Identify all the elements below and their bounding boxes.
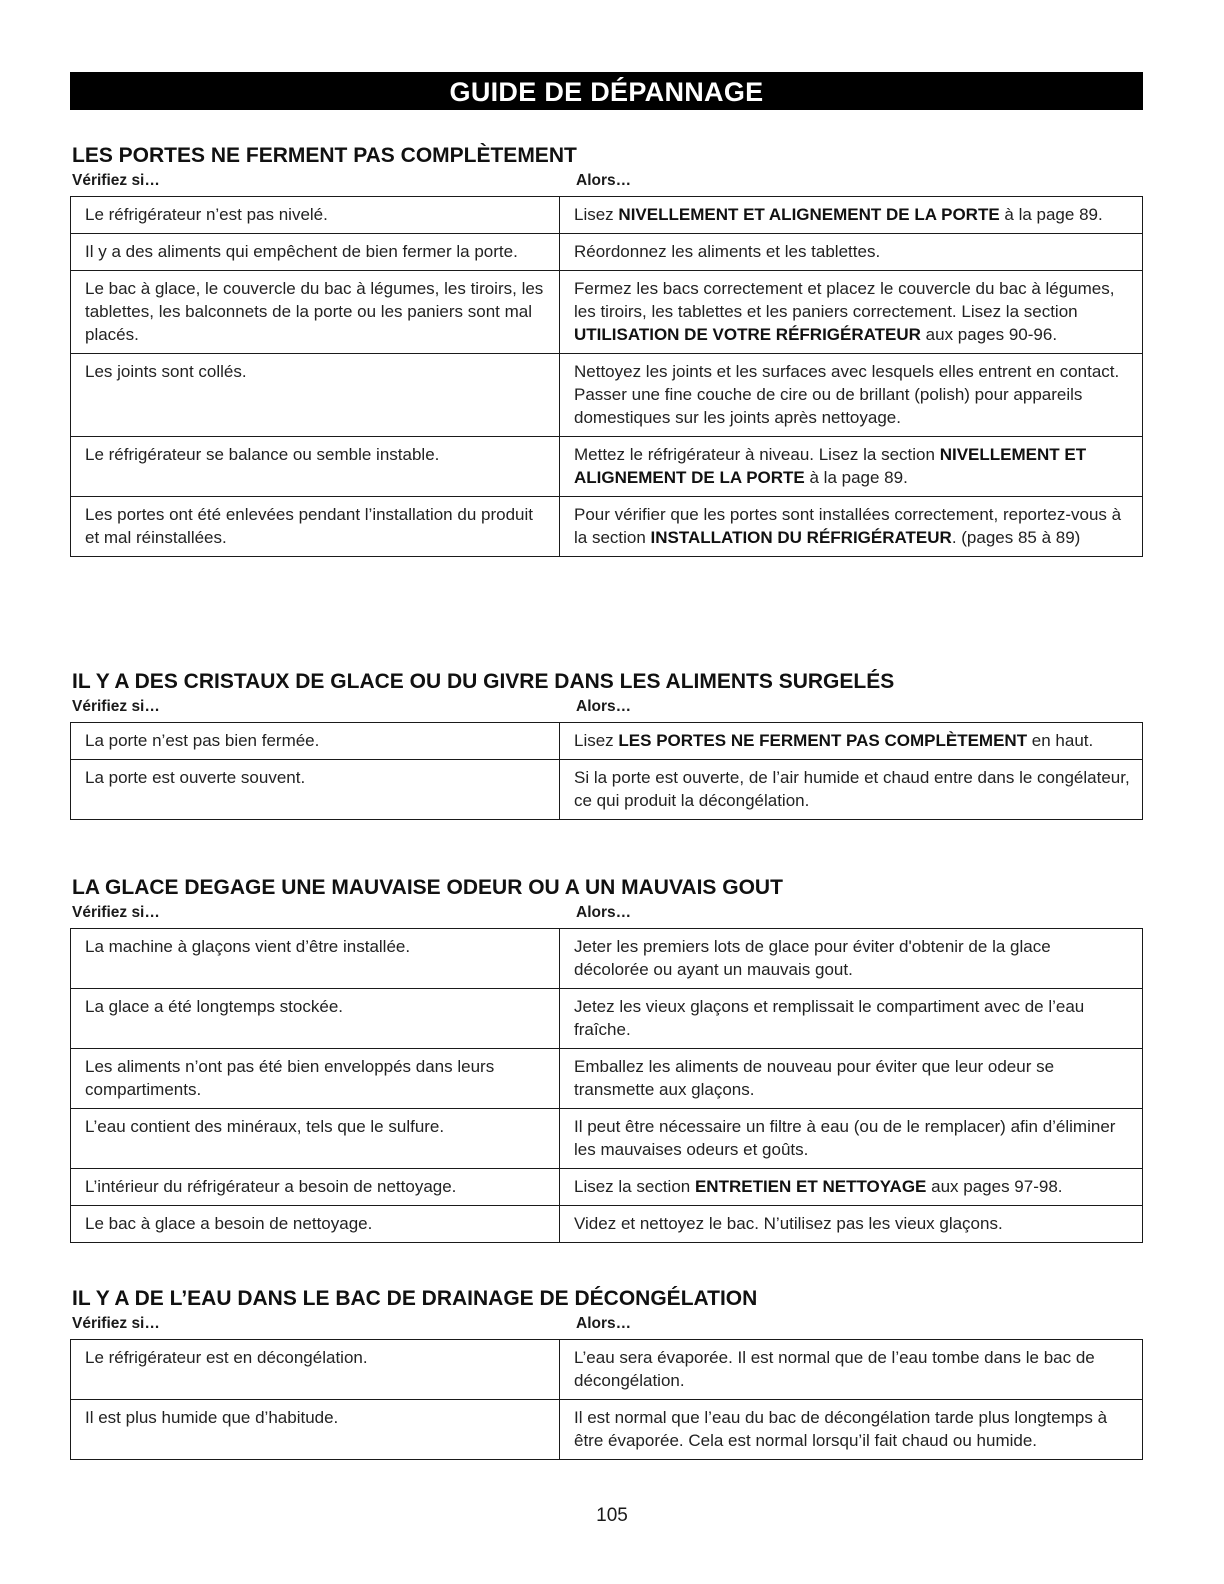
table-row [71,723,1143,760]
solution-cell [560,197,1143,234]
table-row [71,197,1143,234]
column-header-then: Alors… [576,1315,632,1332]
check-cell: La porte est ouverte souvent. [71,760,560,820]
check-cell: La machine à glaçons vient d’être installée. [71,929,560,989]
solution-reference: INSTALLATION DU RÉFRIGÉRATEUR [650,528,952,547]
check-cell: Les portes ont été enlevées pendant l’installation du produit et mal réinstallées. [71,497,560,557]
check-cell: Le réfrigérateur n’est pas nivelé. [71,197,560,234]
table-row [71,929,1143,989]
column-headers [70,168,1143,196]
solution-text: . (pages 85 à 89) [951,528,1081,547]
table-row [71,1400,1143,1460]
check-cell: Le réfrigérateur se balance ou semble instable. [71,437,560,497]
column-header-then: Alors… [576,172,632,189]
solution-cell [560,234,1143,271]
solution-reference: UTILISATION DE VOTRE RÉFRIGÉRATEUR [574,325,921,344]
solution-reference: LES PORTES NE FERMENT PAS COMPLÈTEMENT [618,731,1028,750]
solution-cell [560,497,1143,557]
column-headers [70,1311,1143,1339]
section-title: IL Y A DES CRISTAUX DE GLACE OU DU GIVRE DANS LES ALIMENTS SURGELÉS [72,670,895,693]
solution-cell [560,1049,1143,1109]
solution-text: Mettez le réfrigérateur à niveau. Lisez la section [574,445,940,464]
troubleshooting-table [70,1339,1143,1460]
solution-text: Jeter les premiers lots de glace pour éviter d'obtenir de la glace décolorée ou ayant un mauvais gout. [574,937,1051,979]
solution-cell [560,1169,1143,1206]
solution-text: Réordonnez les aliments et les tablettes. [574,242,881,261]
table-row [71,354,1143,437]
solution-text: Jetez les vieux glaçons et remplissait le compartiment avec de l’eau fraîche. [574,997,1085,1039]
solution-text: en haut. [1027,731,1094,750]
table-row [71,760,1143,820]
troubleshooting-section [70,1287,1143,1460]
solution-reference: NIVELLEMENT ET ALIGNEMENT DE LA PORTE [574,445,1087,487]
troubleshooting-section [70,144,1143,557]
solution-text: Lisez la section [574,1177,695,1196]
solution-text: L’eau sera évaporée. Il est normal que de l’eau tombe dans le bac de décongélation. [574,1348,1095,1390]
solution-cell [560,1206,1143,1243]
solution-text: à la page 89. [999,205,1103,224]
solution-text: Il est normal que l’eau du bac de décongélation tarde plus longtemps à être évaporée. Cela est normal lorsqu’il fait chaud ou humide. [574,1408,1108,1450]
solution-text: Lisez [574,205,619,224]
solution-reference: NIVELLEMENT ET ALIGNEMENT DE LA PORTE [618,205,1000,224]
table-row [71,234,1143,271]
solution-text: Si la porte est ouverte, de l’air humide et chaud entre dans le congélateur, ce qui produit la décongélation. [574,768,1130,810]
table-row [71,1049,1143,1109]
solution-text: Emballez les aliments de nouveau pour éviter que leur odeur se transmette aux glaçons. [574,1057,1055,1099]
solution-reference: ENTRETIEN ET NETTOYAGE [694,1177,927,1196]
solution-cell [560,437,1143,497]
solution-text: Nettoyez les joints et les surfaces avec lesquels elles entrent en contact. Passer une fine couche de cire ou de brillant (polish) pour appareils domestiques sur les joints après nettoyage. [574,362,1120,427]
check-cell: L’eau contient des minéraux, tels que le sulfure. [71,1109,560,1169]
check-cell: La glace a été longtemps stockée. [71,989,560,1049]
column-header-check: Vérifiez si… [72,1315,160,1332]
solution-cell [560,271,1143,354]
troubleshooting-table [70,722,1143,820]
check-cell: Le bac à glace, le couvercle du bac à légumes, les tiroirs, les tablettes, les balconnets de la porte ou les paniers sont mal placés. [71,271,560,354]
table-row [71,1109,1143,1169]
section-title: LES PORTES NE FERMENT PAS COMPLÈTEMENT [72,144,577,167]
table-row [71,437,1143,497]
check-cell: Il y a des aliments qui empêchent de bien fermer la porte. [71,234,560,271]
solution-cell [560,1109,1143,1169]
troubleshooting-section [70,876,1143,1243]
column-headers [70,694,1143,722]
column-header-check: Vérifiez si… [72,172,160,189]
solution-text: Il peut être nécessaire un filtre à eau (ou de le remplacer) afin d’éliminer les mauvaises odeurs et goûts. [574,1117,1116,1159]
solution-cell [560,1400,1143,1460]
column-header-then: Alors… [576,698,632,715]
troubleshooting-table [70,196,1143,557]
table-row [71,271,1143,354]
solution-cell [560,929,1143,989]
solution-text: Videz et nettoyez le bac. N’utilisez pas les vieux glaçons. [574,1214,1003,1233]
table-row [71,989,1143,1049]
solution-cell [560,1340,1143,1400]
column-headers [70,900,1143,928]
table-row [71,1206,1143,1243]
check-cell: Le réfrigérateur est en décongélation. [71,1340,560,1400]
solution-cell [560,760,1143,820]
table-row [71,497,1143,557]
check-cell: Les joints sont collés. [71,354,560,437]
section-title: LA GLACE DEGAGE UNE MAUVAISE ODEUR OU A UN MAUVAIS GOUT [72,876,783,899]
solution-text: à la page 89. [804,468,908,487]
troubleshooting-table [70,928,1143,1243]
page-number: 105 [596,1505,628,1526]
page-banner: GUIDE DE DÉPANNAGE [70,72,1143,110]
section-title: IL Y A DE L’EAU DANS LE BAC DE DRAINAGE DE DÉCONGÉLATION [72,1287,758,1310]
solution-cell [560,723,1143,760]
check-cell: Les aliments n’ont pas été bien enveloppés dans leurs compartiments. [71,1049,560,1109]
solution-cell [560,354,1143,437]
check-cell: L’intérieur du réfrigérateur a besoin de nettoyage. [71,1169,560,1206]
troubleshooting-section [70,670,1143,820]
check-cell: Il est plus humide que d’habitude. [71,1400,560,1460]
table-row [71,1340,1143,1400]
solution-text: Fermez les bacs correctement et placez le couvercle du bac à légumes, les tiroirs, les tablettes et les paniers correctement. Lisez la section [574,279,1115,321]
solution-text: aux pages 97-98. [926,1177,1063,1196]
column-header-check: Vérifiez si… [72,698,160,715]
column-header-then: Alors… [576,904,632,921]
solution-cell [560,989,1143,1049]
solution-text: Lisez [574,731,619,750]
table-row [71,1169,1143,1206]
check-cell: La porte n’est pas bien fermée. [71,723,560,760]
troubleshooting-page [70,72,1143,1450]
check-cell: Le bac à glace a besoin de nettoyage. [71,1206,560,1243]
column-header-check: Vérifiez si… [72,904,160,921]
solution-text: aux pages 90-96. [920,325,1058,344]
solution-text: Pour vérifier que les portes sont installées correctement, reportez-vous à la section [574,505,1122,547]
